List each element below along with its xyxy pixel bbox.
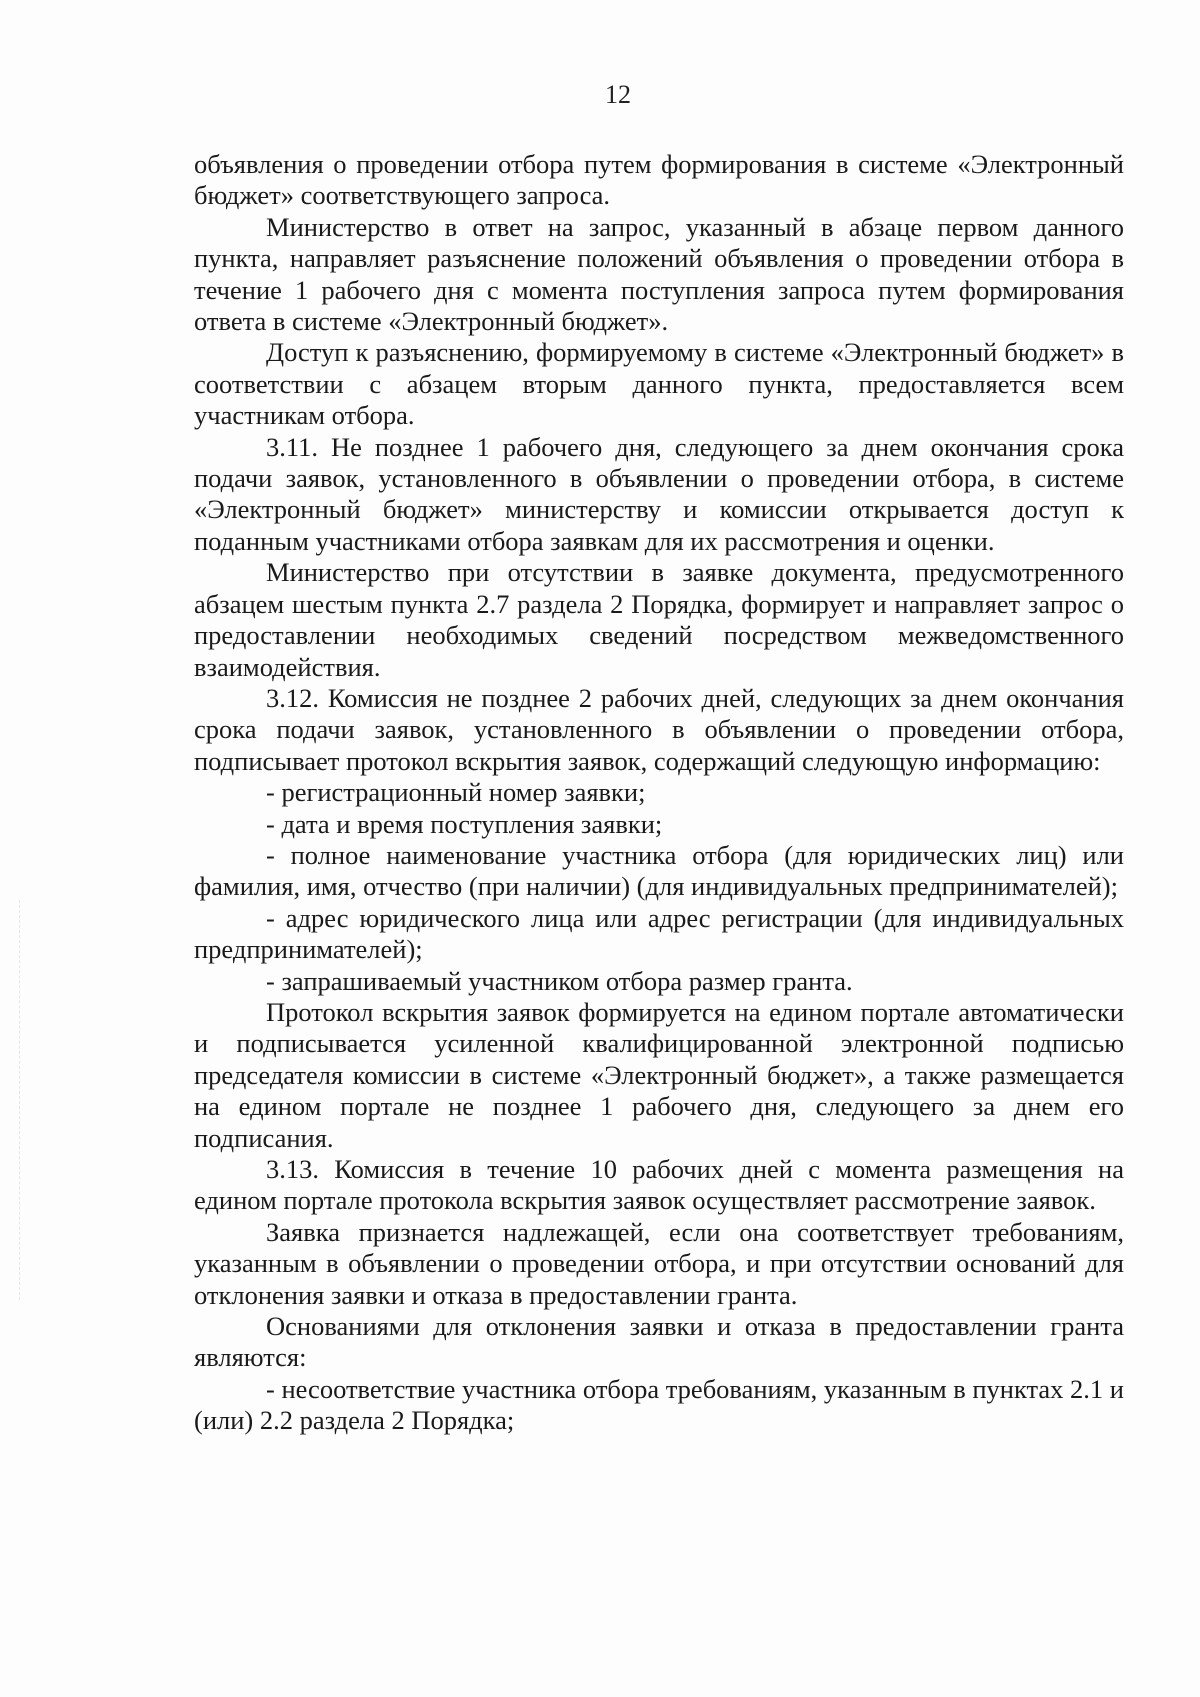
paragraph: Основаниями для отклонения заявки и отказа в предоставлении гранта являются:	[194, 1311, 1124, 1373]
paragraph: Доступ к разъяснению, формируемому в системе «Электронный бюджет» в соответствии с абзацем вторым данного пункта, предоставляется всем участникам отбора.	[194, 337, 1124, 431]
list-item: - запрашиваемый участником отбора размер гранта.	[266, 965, 853, 996]
scan-margin-artifact	[19, 900, 22, 1300]
list-item: - полное наименование участника отбора (для юридических лиц) или фамилия, имя, отчество (при наличии) (для индивидуальных предпринимателей);	[194, 839, 1124, 902]
paragraph: 3.12. Комиссия не позднее 2 рабочих дней, следующих за днем окончания срока подачи заявок, установленного в объявлении о проведении отбора, подписывает протокол вскрытия заявок, содержащий следующую информацию:	[194, 682, 1124, 776]
paragraph: 3.13. Комиссия в течение 10 рабочих дней с момента размещения на едином портале протокола вскрытия заявок осуществляет рассмотрение заявок.	[194, 1154, 1124, 1216]
paragraph: Министерство в ответ на запрос, указанный в абзаце первом данного пункта, направляет разъяснение положений объявления о проведении отбора в течение 1 рабочего дня с момента поступления запроса путем формирования ответа в системе «Электронный бюджет».	[194, 211, 1124, 337]
list-item: - дата и время поступления заявки;	[266, 808, 663, 839]
paragraph: Министерство при отсутствии в заявке документа, предусмотренного абзацем шестым пункта 2.7 раздела 2 Порядка, формирует и направляет запрос о предоставлении необходимых сведений посредством межведомственного взаимодействия.	[194, 557, 1124, 682]
paragraph: Заявка признается надлежащей, если она соответствует требованиям, указанным в объявлении о проведении отбора, и при отсутствии оснований для отклонения заявки и отказа в предоставлении гранта.	[194, 1216, 1124, 1310]
list-item: - регистрационный номер заявки;	[266, 777, 646, 808]
list-item: - несоответствие участника отбора требованиям, указанным в пунктах 2.1 и (или) 2.2 раздела 2 Порядка;	[194, 1373, 1124, 1436]
paragraph: 3.11. Не позднее 1 рабочего дня, следующего за днем окончания срока подачи заявок, установленного в объявлении о проведении отбора, в системе «Электронный бюджет» министерству и комиссии открывается доступ к поданным участниками отбора заявкам для их рассмотрения и оценки.	[194, 431, 1124, 556]
document-body	[194, 149, 1124, 1437]
page-number: 12	[605, 80, 631, 109]
list-item: - адрес юридического лица или адрес регистрации (для индивидуальных предпринимателей);	[194, 902, 1124, 965]
paragraph: Протокол вскрытия заявок формируется на едином портале автоматически и подписывается усиленной квалифицированной электронной подписью председателя комиссии в системе «Электронный бюджет», а также размещается на едином портале не позднее 1 рабочего дня, следующего за днем его подписания.	[194, 996, 1124, 1153]
paragraph: объявления о проведении отбора путем формирования в системе «Электронный бюджет» соответствующего запроса.	[194, 149, 1124, 211]
